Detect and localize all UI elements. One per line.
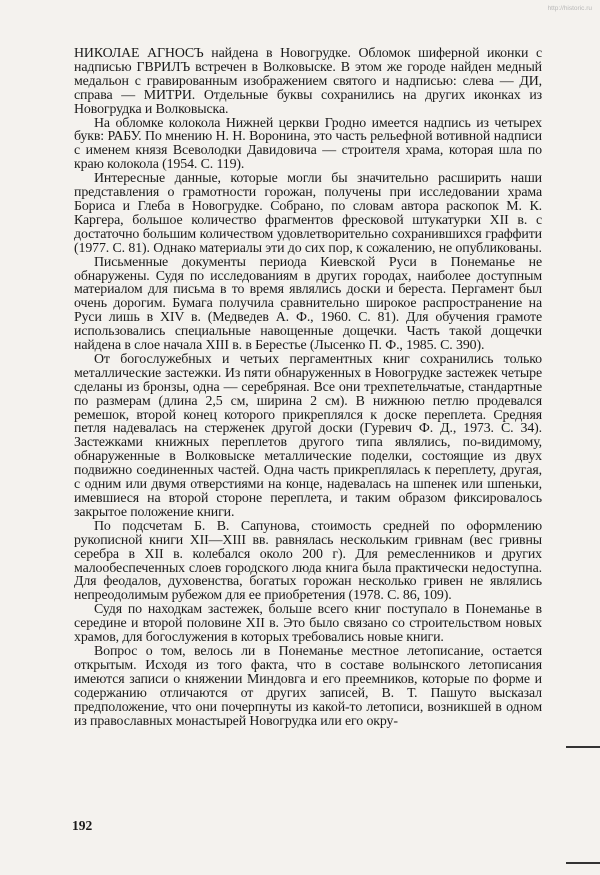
page-number: 192 [72,818,93,833]
paragraph-8: Вопрос о том, велось ли в Понеманье местное летописание, остается открытым. Исходя из того факта, что в составе волынского летописания имеются записи о княжении Миндовга и его преемников, которые по форме и содержанию отличаются от других записей, В. Т. Пашуто высказал предположение, что они почерпнуты из какой-то летописи, возникшей в одном из православных монастырей Новогрудка или его окру- [74,643,542,729]
paragraph-2: На обломке колокола Нижней церкви Гродно имеется надпись из четырех букв: РАБУ. По мнению Н. Н. Воронина, это часть рельефной вотивной надписи с именем князя Всеволодки Давидовича — строителя храма, которая шла по краю колокола (1954. С. 119). [74,115,542,173]
paragraph-4: Письменные документы периода Киевской Руси в Понеманье не обнаружены. Судя по исследованиям в других городах, наиболее доступным материалом для письма в то время являлись доски и береста. Пергамент был очень дорогим. Бумага получила сравнительно широкое распространение на Руси лишь в XIV в. (Медведев А. Ф., 1960. С. 81). Для обучения грамоте использовались специальные навощенные дощечки. Часть такой дощечки найдена в слое начала XIII в. в Берестье (Лысенко П. Ф., 1985. С. 390). [74,254,542,354]
paragraph-1: НИКОЛАЕ АГНОСЪ найдена в Новогрудке. Обломок шиферной иконки с надписью ГВРИЛЪ встречен в Волковыске. В этом же городе найден медный медальон с гравированным изображением святого и надписью: слева — ДИ, справа — МИТРИ. Отдельные буквы сохранились на других иконках из Новогрудка и Волковыска. [74,46,542,117]
page-body [74,47,542,728]
paragraph-6: По подсчетам Б. В. Сапунова, стоимость средней по оформлению рукописной книги XII—XIII вв. равнялась нескольким гривнам (вес гривны серебра в XII в. колебался около 200 г). Для ремесленников и других малообеспеченных слоев городского люда книга была практически недоступна. Для феодалов, духовенства, богатых горожан несколько гривен не являлись непреодолимым рубежом для ее приобретения (1978. С. 86, 109). [74,518,542,604]
edge-rule-upper [566,746,600,748]
paragraph-7: Судя по находкам застежек, больше всего книг поступало в Понеманье в середине и второй половине XII в. Это было связано со строительством новых храмов, для богослужения в которых требовались новые книги. [74,602,542,646]
paragraph-5: От богослужебных и четьих пергаментных книг сохранились только металлические застежки. Из пяти обнаруженных в Новогрудке застежек четыре сделаны из бронзы, одна — серебряная. Все они трехпетельчатые, стандартные по размерам (длина 2,5 см, ширина 2 см). В нижнюю петлю продевался ремешок, второй конец которого прикреплялся к доске переплета. Средняя петля надевалась на стерженек другой доски (Гуревич Ф. Д., 1973. С. 34). Застежками книжных переплетов другого типа являлись, по-видимому, обнаруженные в Волковыске металлические поделки, состоящие из двух подвижно соединенных частей. Одна часть прикреплялась к переплету, другая, с одним или двумя отверстиями на конце, надевалась на шпенек или шпеньки, имевшиеся на второй стороне переплета, и таким образом фиксировалось закрытое положение книги. [74,351,542,520]
paragraph-3: Интересные данные, которые могли бы значительно расширить наши представления о грамотности горожан, получены при исследовании храма Бориса и Глеба в Новогрудке. Собрано, по словам автора раскопок М. К. Каргера, большое количество фрагментов фресковой штукатурки XII в. с достаточно большим количеством удовлетворительно сохранившихся граффити (1977. С. 81). Однако материалы эти до сих пор, к сожалению, не опубликованы. [74,171,542,256]
edge-rule-lower [566,862,600,864]
watermark-url: http://historic.ru [547,5,592,12]
